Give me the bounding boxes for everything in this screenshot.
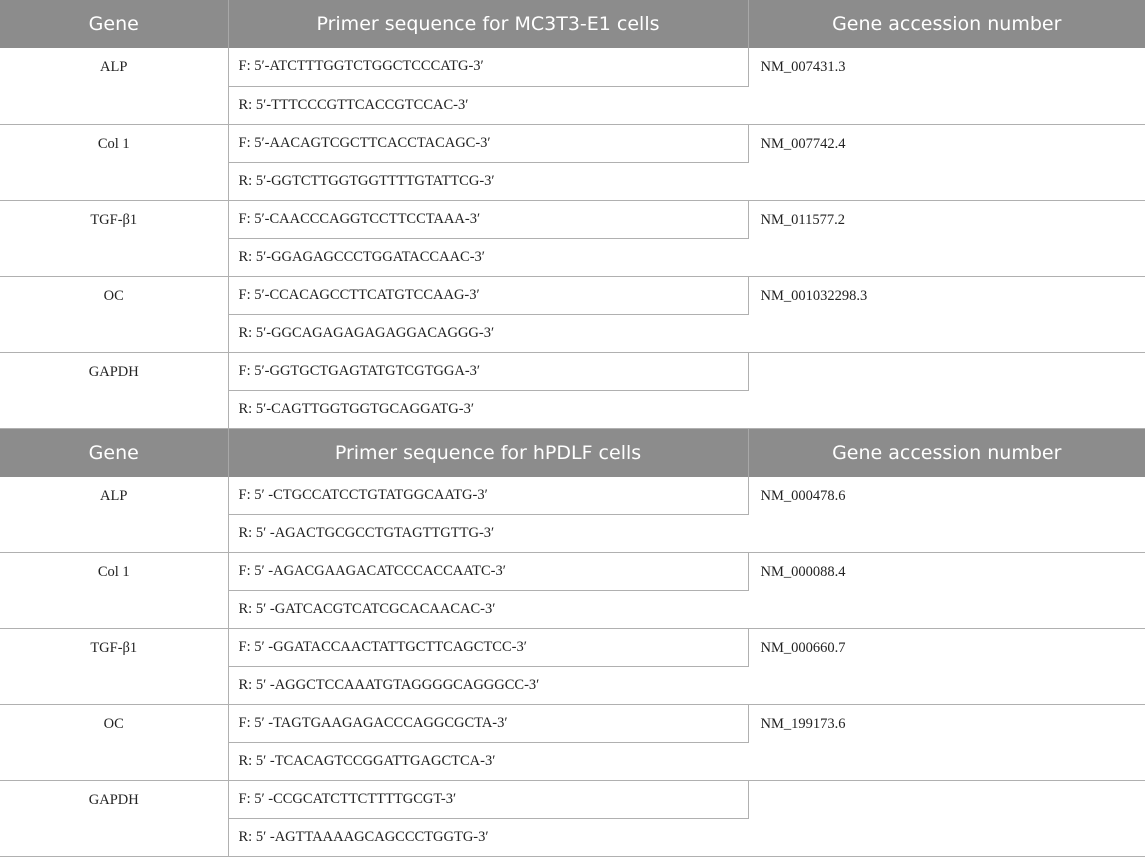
reverse-primer-cell: R: 5′-GGTCTTGGTGGTTTTGTATTCG-3′ [228, 162, 748, 200]
section-header-row [0, 0, 1145, 48]
accession-number-cell [748, 781, 1145, 857]
accession-number-cell: NM_001032298.3 [748, 276, 1145, 352]
header-gene: Gene [0, 428, 228, 477]
reverse-primer-cell: R: 5′-TTTCCCGTTCACCGTCCAC-3′ [228, 86, 748, 124]
table-row [0, 200, 1145, 238]
forward-primer-cell: F: 5′ -CCGCATCTTCTTTTGCGT-3′ [228, 781, 748, 819]
table-row [0, 629, 1145, 667]
table-row [0, 276, 1145, 314]
table-row [0, 553, 1145, 591]
gene-name-cell: Col 1 [0, 124, 228, 200]
forward-primer-cell: F: 5′-ATCTTTGGTCTGGCTCCCATG-3′ [228, 48, 748, 86]
accession-number-cell: NM_000478.6 [748, 477, 1145, 553]
gene-name-cell: TGF-β1 [0, 629, 228, 705]
gene-name-cell: OC [0, 705, 228, 781]
reverse-primer-cell: R: 5′ -AGGCTCCAAATGTAGGGGCAGGGCC-3′ [228, 667, 748, 705]
table-row [0, 124, 1145, 162]
accession-number-cell: NM_007431.3 [748, 48, 1145, 124]
accession-number-cell: NM_011577.2 [748, 200, 1145, 276]
accession-number-cell [748, 352, 1145, 428]
forward-primer-cell: F: 5′ -TAGTGAAGAGACCCAGGCGCTA-3′ [228, 705, 748, 743]
section-header-row [0, 428, 1145, 477]
forward-primer-cell: F: 5′-GGTGCTGAGTATGTCGTGGA-3′ [228, 352, 748, 390]
accession-number-cell: NM_199173.6 [748, 705, 1145, 781]
forward-primer-cell: F: 5′-CCACAGCCTTCATGTCCAAG-3′ [228, 276, 748, 314]
header-primer-sequence: Primer sequence for hPDLF cells [228, 428, 748, 477]
reverse-primer-cell: R: 5′ -TCACAGTCCGGATTGAGCTCA-3′ [228, 743, 748, 781]
forward-primer-cell: F: 5′ -CTGCCATCCTGTATGGCAATG-3′ [228, 477, 748, 515]
forward-primer-cell: F: 5′ -AGACGAAGACATCCCACCAATC-3′ [228, 553, 748, 591]
accession-number-cell: NM_000660.7 [748, 629, 1145, 705]
table-row [0, 352, 1145, 390]
forward-primer-cell: F: 5′ -GGATACCAACTATTGCTTCAGCTCC-3′ [228, 629, 748, 667]
gene-name-cell: Col 1 [0, 553, 228, 629]
table-row [0, 705, 1145, 743]
forward-primer-cell: F: 5′-AACAGTCGCTTCACCTACAGC-3′ [228, 124, 748, 162]
reverse-primer-cell: R: 5′-GGCAGAGAGAGAGGACAGGG-3′ [228, 314, 748, 352]
gene-name-cell: OC [0, 276, 228, 352]
gene-name-cell: ALP [0, 48, 228, 124]
reverse-primer-cell: R: 5′ -GATCACGTCATCGCACAACAC-3′ [228, 591, 748, 629]
forward-primer-cell: F: 5′-CAACCCAGGTCCTTCCTAAA-3′ [228, 200, 748, 238]
reverse-primer-cell: R: 5′-CAGTTGGTGGTGCAGGATG-3′ [228, 390, 748, 428]
table-row [0, 781, 1145, 819]
gene-name-cell: GAPDH [0, 781, 228, 857]
accession-number-cell: NM_000088.4 [748, 553, 1145, 629]
header-accession: Gene accession number [748, 0, 1145, 48]
reverse-primer-cell: R: 5′ -AGACTGCGCCTGTAGTTGTTG-3′ [228, 515, 748, 553]
accession-number-cell: NM_007742.4 [748, 124, 1145, 200]
gene-name-cell: GAPDH [0, 352, 228, 428]
gene-name-cell: ALP [0, 477, 228, 553]
reverse-primer-cell: R: 5′-GGAGAGCCCTGGATACCAAC-3′ [228, 238, 748, 276]
table-row [0, 477, 1145, 515]
header-primer-sequence: Primer sequence for MC3T3-E1 cells [228, 0, 748, 48]
header-accession: Gene accession number [748, 428, 1145, 477]
gene-name-cell: TGF-β1 [0, 200, 228, 276]
reverse-primer-cell: R: 5′ -AGTTAAAAGCAGCCCTGGTG-3′ [228, 819, 748, 857]
header-gene: Gene [0, 0, 228, 48]
table-row [0, 48, 1145, 86]
